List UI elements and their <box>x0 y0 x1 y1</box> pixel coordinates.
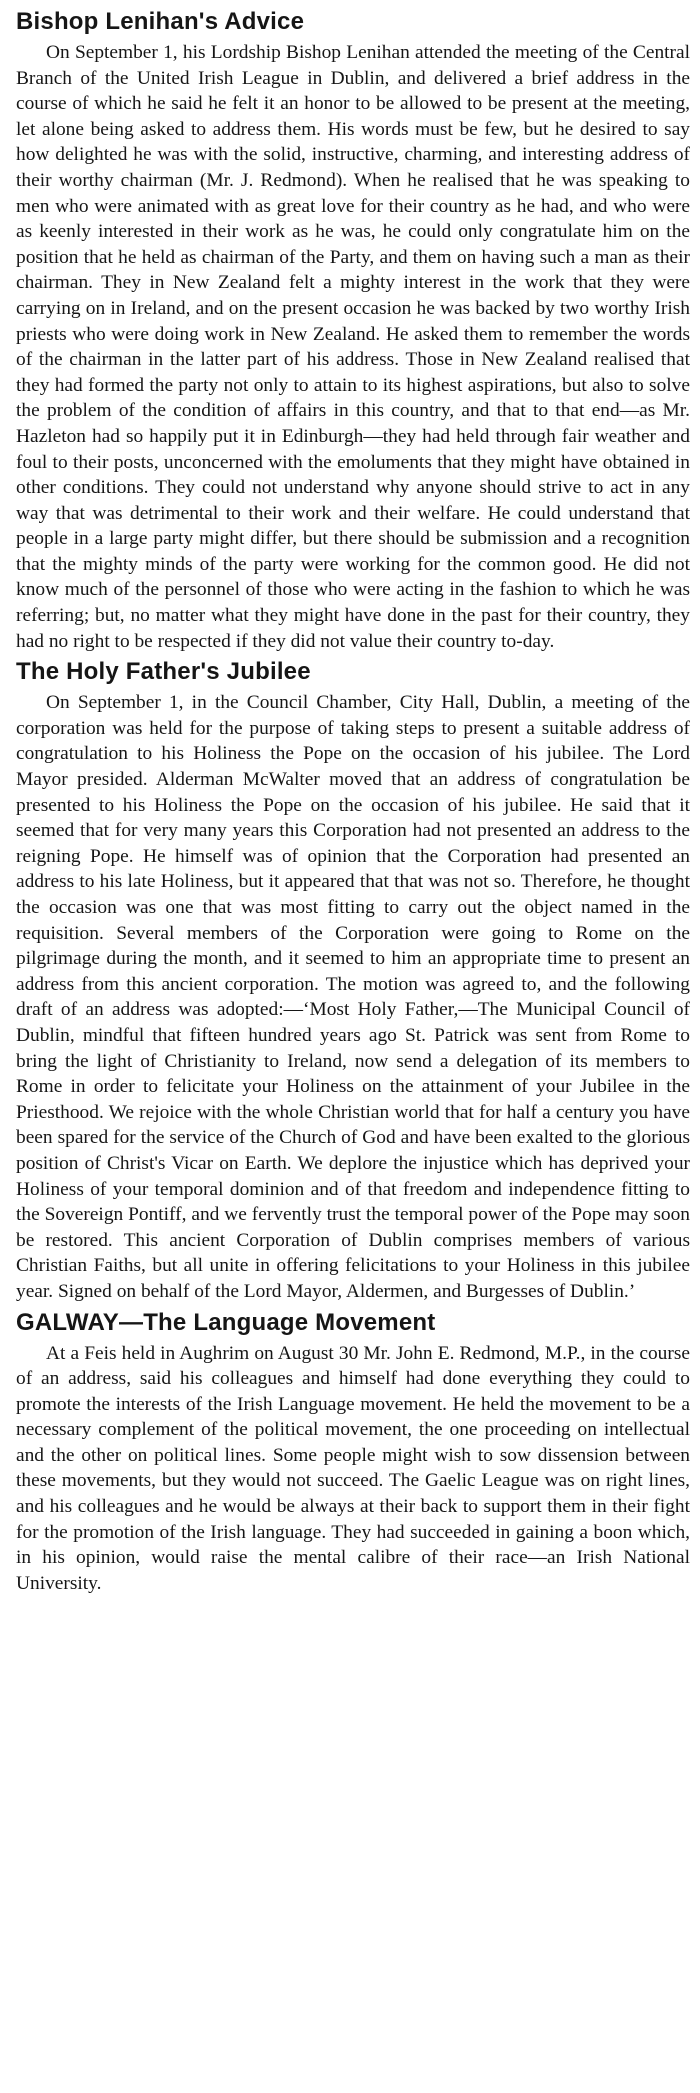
article-bishop-lenihans-advice <box>12 8 692 654</box>
article-body: On September 1, his Lordship Bishop Lenihan attended the meeting of the Central Branch of the United Irish League in Dublin, and delivered a brief address in the course of which he said he felt it an honor to be allowed to be present at the meeting, let alone being asked to address them. His words must be few, but he desired to say how delighted he was with the solid, instructive, charming, and interesting address of their worthy chairman (Mr. J. Redmond). When he realised that he was speaking to men who were animated with as great love for their country as he had, and who were as keenly interested in their work as he was, he could only congratulate him on the position that he held as chairman of the Party, and them on having such a man as their chairman. They in New Zealand felt a mighty interest in the work that they were carrying on in Ireland, and on the present occasion he was backed by two worthy Irish priests who were doing work in New Zealand. He asked them to remember the words of the chairman in the latter part of his address. Those in New Zealand realised that they had formed the party not only to attain to its highest aspirations, but also to solve the problem of the condition of affairs in this country, and that to that end—as Mr. Hazleton had so happily put it in Edinburgh—they had held through fair weather and foul to their posts, unconcerned with the emoluments that they might have obtained in other conditions. They could not understand why anyone should strive to act in any way that was detrimental to their work and their welfare. He could understand that people in a large party might differ, but there should be submission and a recognition that the mighty minds of the party were working for the common good. He did not know much of the personnel of those who were acting in the fashion to which he was referring; but, no matter what they might have done in the past for their country, they had no right to be respected if they did not value their country to-day. <box>16 42 690 652</box>
article-body: At a Feis held in Aughrim on August 30 Mr. John E. Redmond, M.P., in the course of an address, said his colleagues and himself had done everything they could to promote the interests of the Irish Language movement. He held the movement to be a necessary complement of the political movement, the one proceeding on intellectual and the other on political lines. Some people might wish to sow dissension between these movements, but they would not succeed. The Gaelic League was on right lines, and his colleagues and he would be always at their back to support them in their fight for the promotion of the Irish language. They had succeeded in gaining a boon which, in his opinion, would raise the mental calibre of their race—an Irish National University. <box>16 1342 690 1594</box>
article-headline: GALWAY—The Language Movement <box>16 1308 436 1336</box>
article-galway-language-movement <box>12 1309 692 1597</box>
article-headline: The Holy Father's Jubilee <box>16 658 311 686</box>
article-body: On September 1, in the Council Chamber, City Hall, Dublin, a meeting of the corporation was held for the purpose of taking steps to present a suitable address of congratulation to his Holiness the Pope on the occasion of his jubilee. The Lord Mayor presided. Alderman McWalter moved that an address of congratulation be presented to his Holiness the Pope on the occasion of his jubilee. He said that it seemed that for very many years this Corporation had not presented an address to the reigning Pope. He himself was of opinion that the Corporation had presented an address to his late Holiness, but it appeared that that was not so. Therefore, he thought the occasion was one that was most fitting to carry out the object named in the requisition. Several members of the Corporation were going to Rome on the pilgrimage during the month, and it seemed to him an appropriate time to present an address from this ancient corporation. The motion was agreed to, and the following draft of an address was adopted:—‘Most Holy Father,—The Municipal Council of Dublin, mindful that fifteen hundred years ago St. Patrick was sent from Rome to bring the light of Christianity to Ireland, now send a delegation of its members to Rome in order to felicitate your Holiness on the attainment of your Jubilee in the Priesthood. We rejoice with the whole Christian world that for half a century you have been spared for the service of the Church of God and have been exalted to the glorious position of Christ's Vicar on Earth. We deplore the injustice which has deprived your Holiness of your temporal dominion and of that freedom and independence fitting to the Sovereign Pontiff, and we fervently trust the temporal power of the Pope may soon be restored. This ancient Corporation of Dublin comprises members of various Christian Faiths, but all unite in offering felicitations to your Holiness in this jubilee year. Signed on behalf of the Lord Mayor, Aldermen, and Burgesses of Dublin.’ <box>16 692 690 1302</box>
article-holy-fathers-jubilee <box>12 658 692 1304</box>
article-headline: Bishop Lenihan's Advice <box>16 8 305 35</box>
